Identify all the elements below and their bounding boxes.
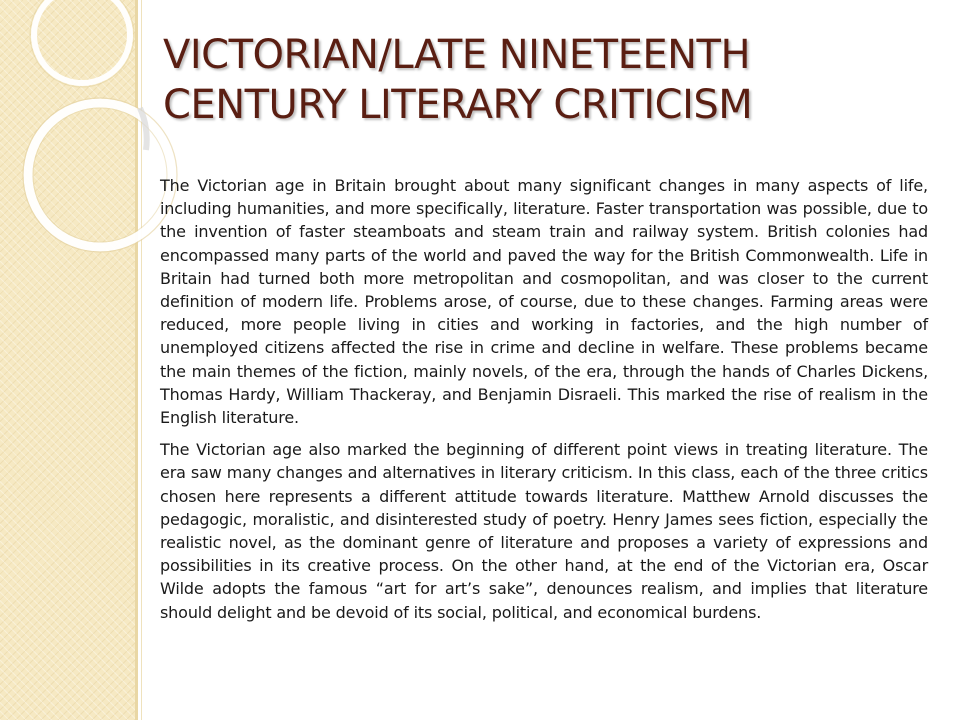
title-line-2: CENTURY LITERARY CRITICISM bbox=[163, 82, 753, 128]
title-line-1: VICTORIAN/LATE NINETEENTH bbox=[163, 32, 751, 78]
paragraph-2: The Victorian age also marked the beginning of different point views in treating literature. The era saw many changes and alternatives in literary criticism. In this class, each of the three critics chosen here represents a different attitude towards literature. Matthew Arnold discusses the pedagogic, moralistic, and disinterested study of poetry. Henry James sees fiction, especially the realistic novel, as the dominant genre of literature and proposes a variety of expressions and possibilities in its creative process. On the other hand, at the end of the Victorian era, Oscar Wilde adopts the famous “art for art’s sake”, denounces realism, and implies that literature should delight and be devoid of its social, political, and economical burdens. bbox=[160, 440, 928, 622]
decorative-side-edge-thin bbox=[141, 0, 142, 720]
slide-title bbox=[163, 30, 923, 130]
decorative-side-band bbox=[0, 0, 135, 720]
paragraph-1: The Victorian age in Britain brought about many significant changes in many aspects of life, including humanities, and more specifically, literature. Faster transportation was possible, due to the invention of faster steamboats and steam train and railway system. British colonies had encompassed many parts of the world and paved the way for the British Commonwealth. Life in Britain had turned both more metropolitan and cosmopolitan, and was closer to the current definition of modern life. Problems arose, of course, due to these changes. Farming areas were reduced, more people living in cities and working in factories, and the high number of unemployed citizens affected the rise in crime and decline in welfare. These problems became the main themes of the fiction, mainly novels, of the era, through the hands of Charles Dickens, Thomas Hardy, William Thackeray, and Benjamin Disraeli. This marked the rise of realism in the English literature. bbox=[160, 176, 928, 428]
decorative-side-edge bbox=[135, 0, 138, 720]
slide-body bbox=[160, 174, 928, 633]
